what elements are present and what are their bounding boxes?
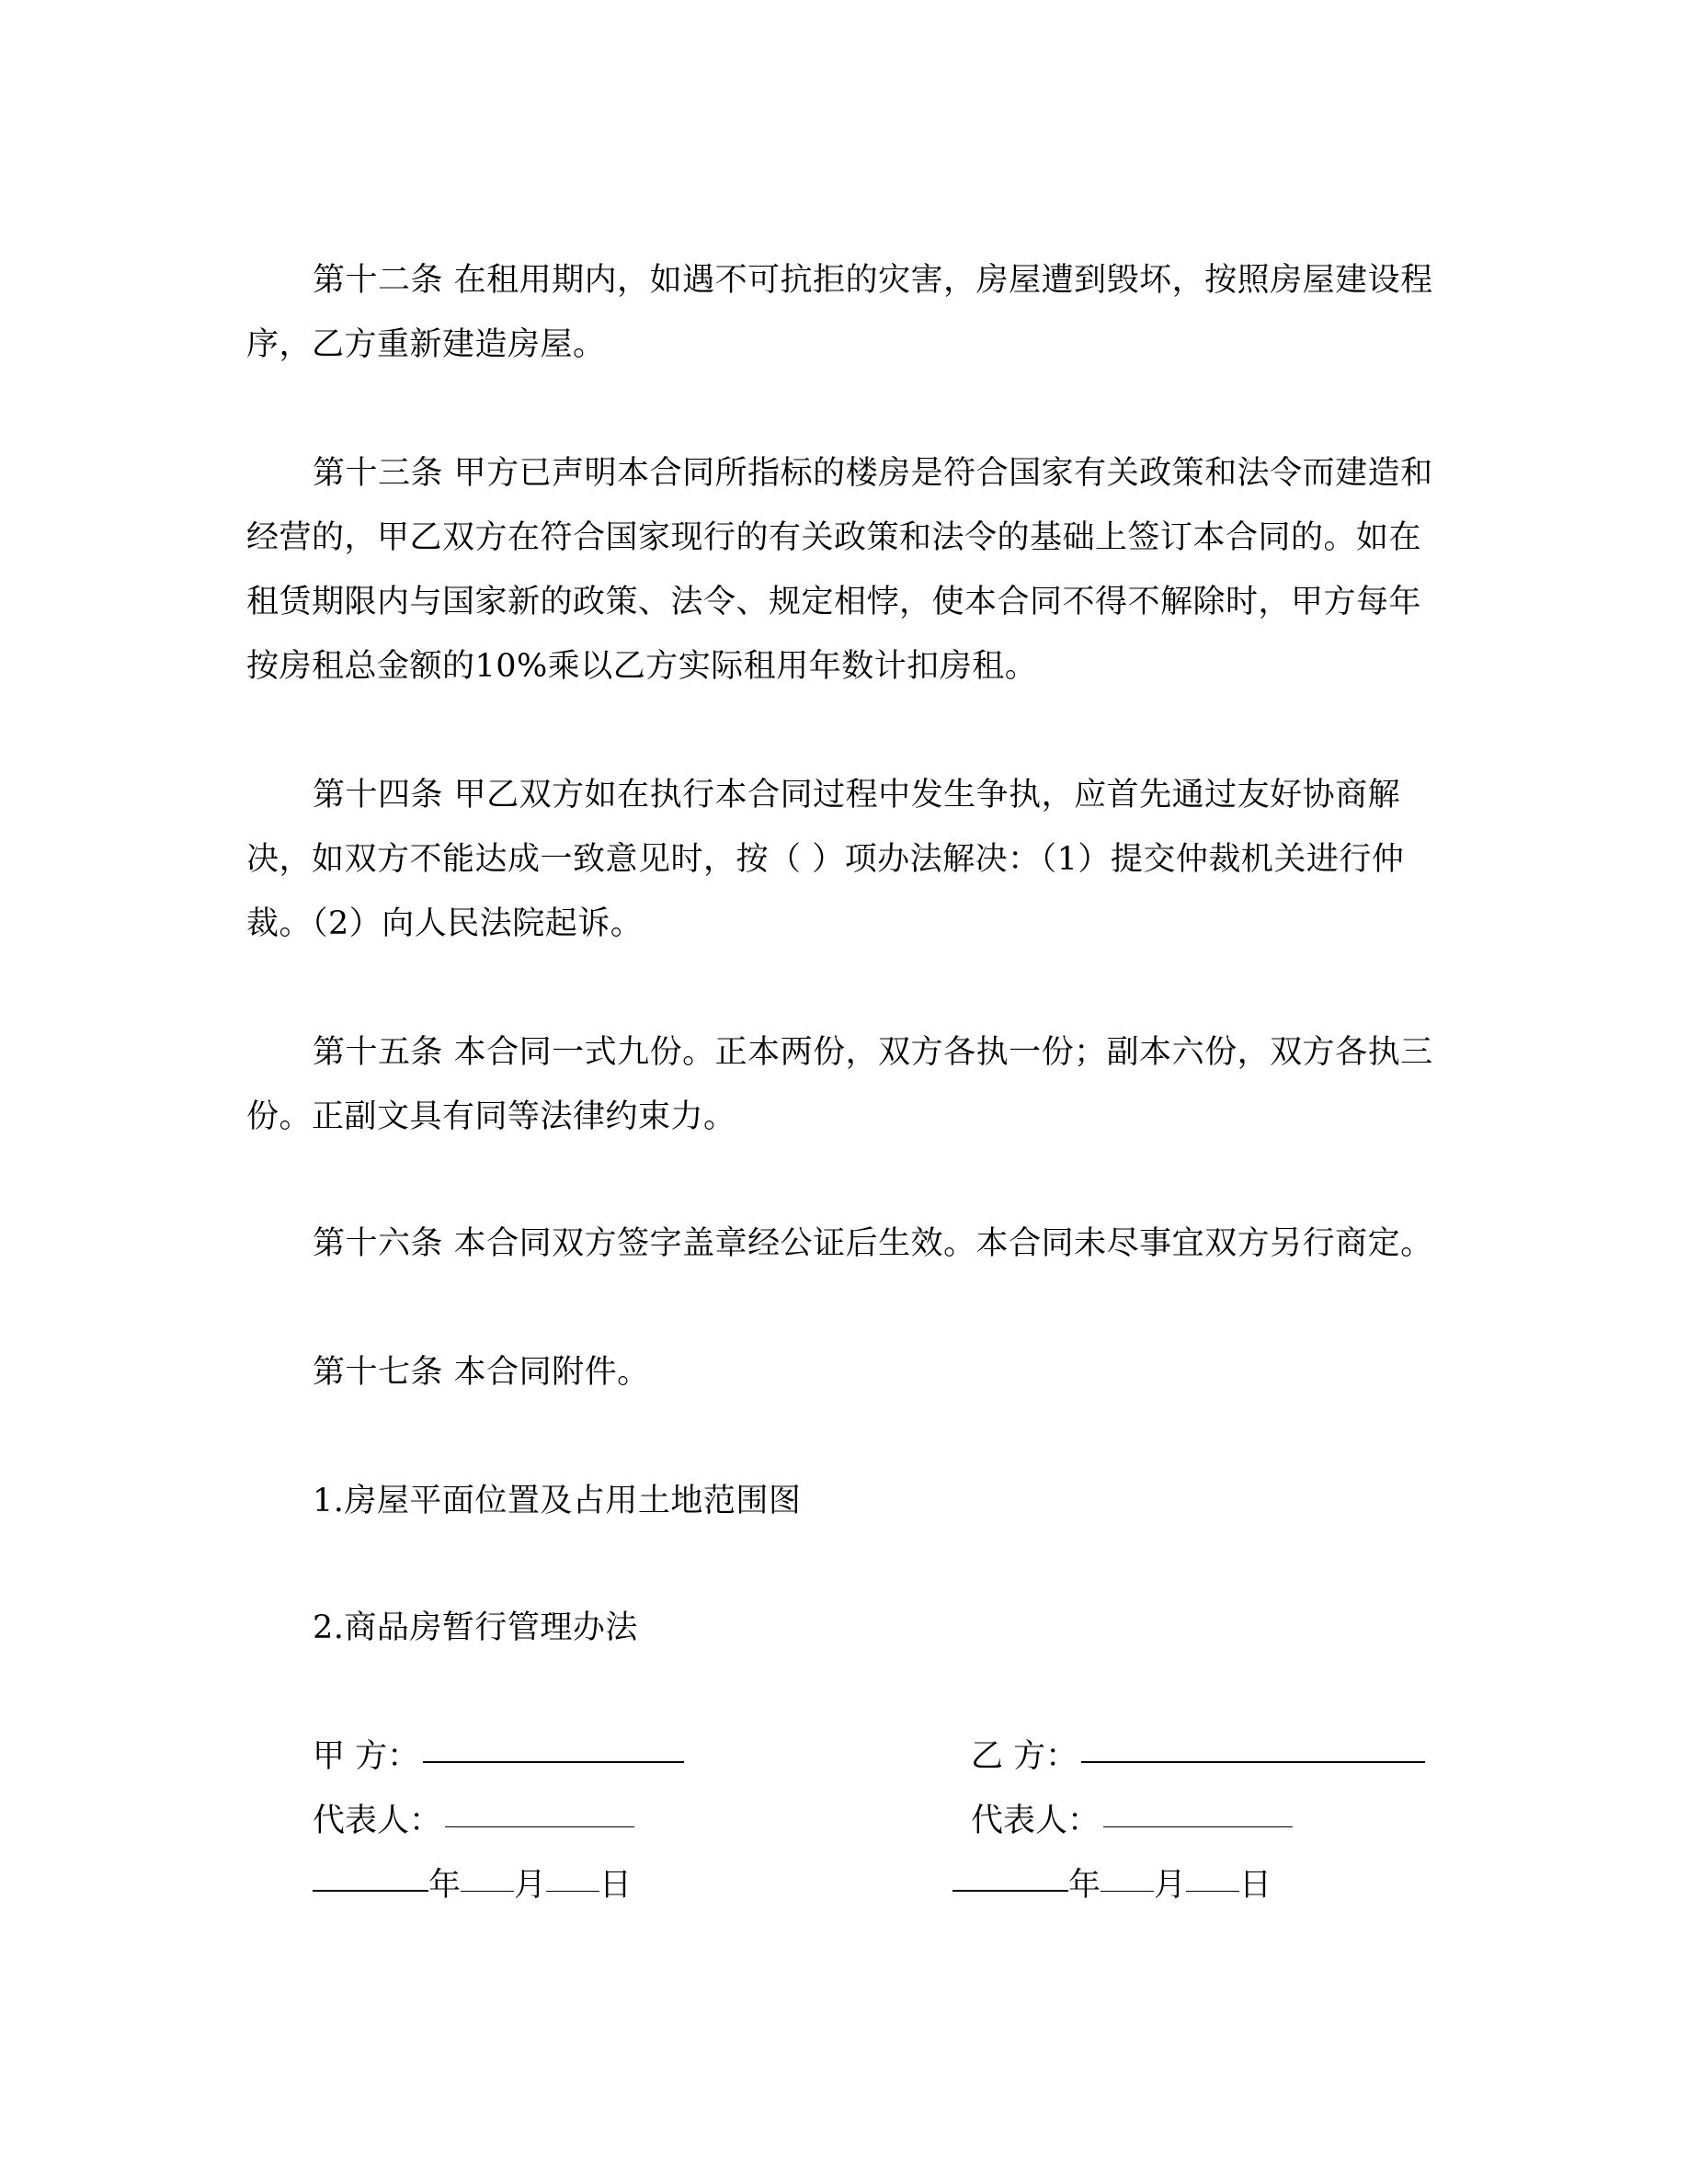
party-a-rep-label: 代表人： [313, 1803, 442, 1839]
party-a-name-line [423, 1760, 684, 1763]
party-b-name-line [1081, 1760, 1425, 1763]
party-b-month-label: 月 [1154, 1867, 1187, 1904]
party-a-day-line [546, 1890, 599, 1892]
party-a-signature-block [313, 1724, 684, 1917]
party-a-month-label: 月 [514, 1867, 547, 1904]
party-b-signature-block [971, 1724, 1425, 1917]
party-b-label: 乙 方： [971, 1738, 1078, 1775]
article-12-paragraph: 第十二条 在租用期内，如遇不可抗拒的灾害，房屋遭到毁坏，按照房屋建设程序，乙方重新建造房屋。 [246, 262, 1433, 363]
party-a-year-line [313, 1889, 428, 1892]
party-a-rep-line [445, 1826, 634, 1827]
party-b-month-line [1101, 1890, 1154, 1892]
party-a-month-line [461, 1890, 514, 1892]
party-a-name-row [313, 1724, 684, 1789]
party-b-name-row [971, 1724, 1425, 1789]
attachment-item: 1.房屋平面位置及占用土地范围图 [313, 1483, 802, 1519]
attachment-item: 2.商品房暂行管理办法 [313, 1610, 638, 1646]
article-14-paragraph: 第十四条 甲乙双方如在执行本合同过程中发生争执，应首先通过友好协商解决，如双方不能达成一致意见时，按（ ）项办法解决：（1）提交仲裁机关进行仲裁。（2）向人民法院起诉。 [246, 777, 1405, 942]
article-13-paragraph: 第十三条 甲方已声明本合同所指标的楼房是符合国家有关政策和法令而建造和经营的，甲乙双方在符合国家现行的有关政策和法令的基础上签订本合同的。如在租赁期限内与国家新的政策、法令、规定相悖，使本合同不得不解除时，甲方每年按房租总金额的10%乘以乙方实际租用年数计扣房租。 [246, 455, 1433, 685]
party-b-day-line [1186, 1890, 1239, 1892]
party-a-rep-row [313, 1789, 684, 1853]
article-17-paragraph: 第十七条 本合同附件。 [313, 1354, 650, 1391]
party-a-day-label: 日 [599, 1867, 633, 1904]
party-a-label: 甲 方： [313, 1738, 420, 1775]
article-15-paragraph: 第十五条 本合同一式九份。正本两份，双方各执一份；副本六份，双方各执三份。正副文具有同等法律约束力。 [246, 1034, 1433, 1135]
party-b-year-label: 年 [1068, 1867, 1101, 1904]
party-a-year-label: 年 [428, 1867, 462, 1904]
party-b-rep-label: 代表人： [971, 1803, 1101, 1839]
party-a-date-row [313, 1853, 684, 1917]
party-b-date-row [952, 1853, 1425, 1917]
article-16-paragraph: 第十六条 本合同双方签字盖章经公证后生效。本合同未尽事宜双方另行商定。 [313, 1225, 1433, 1262]
party-b-rep-line [1103, 1826, 1293, 1827]
party-b-year-line [952, 1889, 1068, 1892]
party-b-day-label: 日 [1239, 1867, 1272, 1904]
party-b-rep-row [971, 1789, 1425, 1853]
